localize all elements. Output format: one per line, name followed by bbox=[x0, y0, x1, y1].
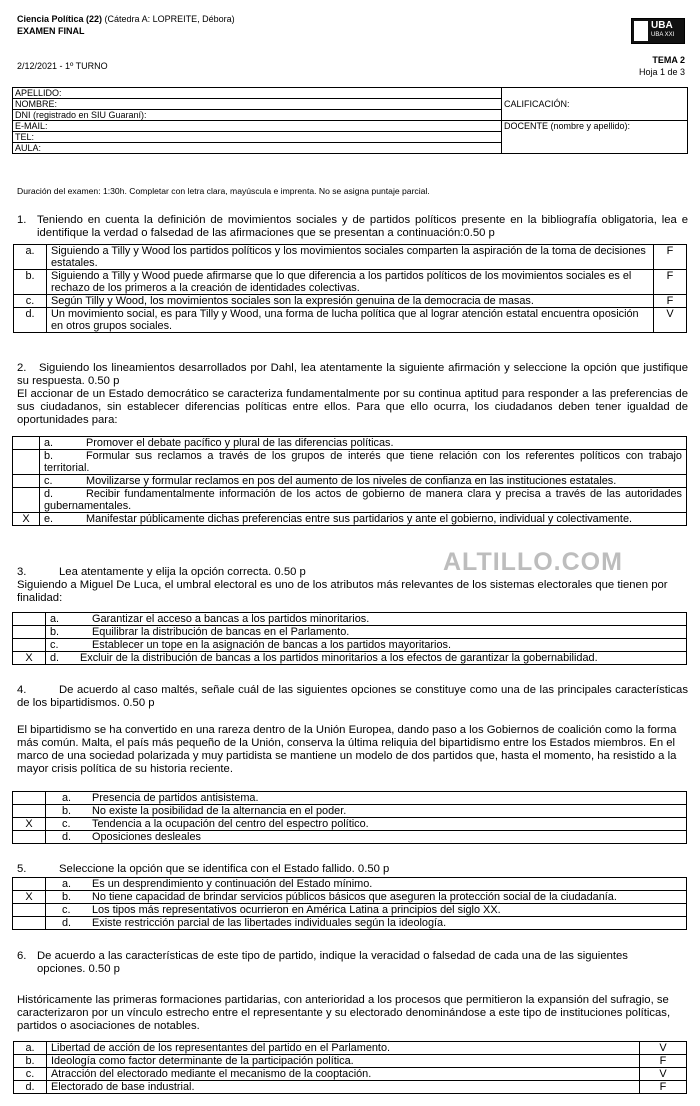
answer-mark[interactable]: X bbox=[13, 891, 46, 904]
option-text: c. Los tipos más representativos ocurrieron en América Latina a principios del siglo XX. bbox=[46, 904, 687, 917]
option-row bbox=[13, 437, 687, 450]
option-text: Ideología como factor determinante de la participación política. bbox=[47, 1055, 640, 1068]
answer-mark[interactable] bbox=[13, 450, 40, 475]
student-info-table bbox=[12, 87, 688, 154]
answer-mark[interactable] bbox=[13, 475, 40, 488]
option-row bbox=[13, 513, 687, 526]
question-4-text: 4. De acuerdo al caso maltés, señale cuál de las siguientes opciones se constituye como una de las principales características de los bipartidismos. 0.50 p bbox=[17, 684, 688, 709]
answer-cell[interactable]: F bbox=[654, 245, 687, 270]
exam-title: EXAMEN FINAL bbox=[17, 26, 85, 36]
question-1-text: 1. Teniendo en cuenta la definición de movimientos sociales y de partidos políticos presente en la bibliografía obligatoria, lea e identifique la verdad o falsedad de las afirmaciones que se presentan a continuación:0.50 p bbox=[17, 214, 688, 239]
answer-mark[interactable]: X bbox=[13, 818, 46, 831]
answer-mark[interactable] bbox=[13, 626, 46, 639]
option-row bbox=[13, 792, 687, 805]
option-row bbox=[13, 917, 687, 930]
question-4-passage: El bipartidismo se ha convertido en una rareza dentro de la Unión Europea, dando paso a los Gobiernos de coalición como la forma más común. Malta, el país más pequeño de la Unión, conserva la última reliquia del bipartidismo entre los Estados miembros. En el marco de una sociedad polarizada y muy partidista se mantiene un modelo de dos partidos que, hasta el momento, ha resistido a la mayor crisis política de su historia reciente. bbox=[17, 724, 677, 775]
logo-small-text: UBA XXI bbox=[651, 32, 675, 38]
option-letter: a. bbox=[14, 1042, 47, 1055]
option-row bbox=[13, 639, 687, 652]
option-letter: b. bbox=[14, 270, 47, 295]
field-dni[interactable]: DNI (registrado en SIU Guaraní): bbox=[13, 110, 502, 121]
option-letter: d. bbox=[14, 1081, 47, 1094]
option-text: e. Manifestar públicamente dichas preferencias entre sus partidarios y ante el gobierno, individual y colectivamente. bbox=[40, 513, 687, 526]
answer-mark[interactable] bbox=[13, 805, 46, 818]
option-row bbox=[13, 878, 687, 891]
option-text: Según Tilly y Wood, los movimientos sociales son la expresión genuina de la democracia de masas. bbox=[47, 295, 654, 308]
option-row bbox=[13, 831, 687, 844]
option-text: Electorado de base industrial. bbox=[47, 1081, 640, 1094]
option-text: d. Excluir de la distribución de bancas a los partidos minoritarios a los efectos de garantizar la gobernabilidad. bbox=[46, 652, 687, 665]
option-text: a. Presencia de partidos antisistema. bbox=[46, 792, 687, 805]
question-2-options bbox=[12, 436, 687, 526]
question-2 bbox=[17, 362, 688, 427]
option-text: b. Equilibrar la distribución de bancas en el Parlamento. bbox=[46, 626, 687, 639]
instructions: Duración del examen: 1:30h. Completar con letra clara, mayúscula e imprenta. No se asigna puntaje parcial. bbox=[17, 186, 430, 196]
option-text: Siguiendo a Tilly y Wood los partidos políticos y los movimientos sociales comparten la aspiración de la toma de decisiones estatales. bbox=[47, 245, 654, 270]
option-row bbox=[13, 805, 687, 818]
field-apellido[interactable]: APELLIDO: bbox=[13, 88, 502, 99]
exam-date: 2/12/2021 - 1º TURNO bbox=[17, 61, 108, 71]
field-email[interactable]: E-MAIL: bbox=[13, 121, 502, 132]
uba-logo bbox=[631, 18, 685, 44]
answer-mark[interactable] bbox=[13, 792, 46, 805]
option-text: Atracción del electorado mediante el mecanismo de la cooptación. bbox=[47, 1068, 640, 1081]
answer-cell[interactable]: V bbox=[640, 1068, 687, 1081]
question-3 bbox=[17, 566, 688, 605]
question-1-options bbox=[13, 244, 687, 333]
answer-mark[interactable] bbox=[13, 917, 46, 930]
question-1 bbox=[17, 214, 688, 240]
option-text: a. Garantizar el acceso a bancas a los partidos minoritarios. bbox=[46, 613, 687, 626]
question-6 bbox=[17, 950, 677, 976]
option-row bbox=[14, 295, 687, 308]
option-row bbox=[13, 652, 687, 665]
question-6-passage-block bbox=[17, 994, 688, 1033]
option-row bbox=[13, 613, 687, 626]
course-chair: (Cátedra A: LOPREITE, Débora) bbox=[104, 14, 235, 24]
question-6-options bbox=[13, 1041, 687, 1094]
answer-mark[interactable] bbox=[13, 878, 46, 891]
answer-mark[interactable] bbox=[13, 613, 46, 626]
option-letter: b. bbox=[14, 1055, 47, 1068]
option-row bbox=[14, 245, 687, 270]
option-text: c. Establecer un tope en la asignación de bancas a los partidos mayoritarios. bbox=[46, 639, 687, 652]
answer-mark[interactable]: X bbox=[13, 652, 46, 665]
question-3-text: 3. Lea atentamente y elija la opción correcta. 0.50 p bbox=[17, 566, 306, 578]
answer-mark[interactable] bbox=[13, 904, 46, 917]
option-row bbox=[13, 626, 687, 639]
question-2-passage: El accionar de un Estado democrático se caracteriza fundamentalmente por su continua aptitud para responder a las preferencias de sus ciudadanos, sin establecer diferencias políticas entre ellos. Para que ello ocurra, los ciudadanos deben tener igualdad de oportunidades para: bbox=[17, 388, 688, 426]
option-row bbox=[14, 270, 687, 295]
answer-cell[interactable]: V bbox=[654, 308, 687, 333]
docente-cell[interactable]: DOCENTE (nombre y apellido): bbox=[502, 121, 688, 154]
answer-cell[interactable]: F bbox=[640, 1081, 687, 1094]
option-row bbox=[13, 475, 687, 488]
option-letter: c. bbox=[14, 295, 47, 308]
option-row bbox=[13, 450, 687, 475]
option-row bbox=[13, 488, 687, 513]
option-row bbox=[14, 1068, 687, 1081]
tema-label: TEMA 2 bbox=[652, 55, 685, 65]
option-text: d. Recibir fundamentalmente información de los actos de gobierno de manera clara y precisa a través de las autoridades gubernamentales. bbox=[40, 488, 687, 513]
option-text: a. Promover el debate pacífico y plural de las diferencias políticas. bbox=[40, 437, 687, 450]
question-3-passage: Siguiendo a Miguel De Luca, el umbral electoral es uno de los atributos más relevantes de los sistemas electorales que tienen por finalidad: bbox=[17, 579, 668, 604]
option-text: a. Es un desprendimiento y continuación del Estado mínimo. bbox=[46, 878, 687, 891]
option-text: b. No existe la posibilidad de la alternancia en el poder. bbox=[46, 805, 687, 818]
page-counter: Hoja 1 de 3 bbox=[638, 67, 685, 77]
option-text: c. Movilizarse y formular reclamos en pos del aumento de los niveles de confianza en las instituciones estatales. bbox=[40, 475, 687, 488]
logo-text: UBA bbox=[651, 20, 673, 31]
answer-mark[interactable]: X bbox=[13, 513, 40, 526]
option-row bbox=[14, 1055, 687, 1068]
field-tel[interactable]: TEL: bbox=[13, 132, 502, 143]
option-text: Siguiendo a Tilly y Wood puede afirmarse que lo que diferencia a los partidos políticos de los movimientos sociales es el rechazo de los primeros a la creación de identidades colectivas. bbox=[47, 270, 654, 295]
option-row bbox=[13, 818, 687, 831]
question-6-passage: Históricamente las primeras formaciones partidarias, con anterioridad a los procesos que permitieron la expansión del sufragio, se caracterizaron por un vínculo estrecho entre el representante y su electorado denominándose a este tipo de instituciones políticas, partidos o asociaciones de notables. bbox=[17, 994, 671, 1032]
option-letter: d. bbox=[14, 308, 47, 333]
option-text: c. Tendencia a la ocupación del centro del espectro político. bbox=[46, 818, 687, 831]
question-4-options bbox=[12, 791, 687, 844]
question-3-options bbox=[12, 612, 687, 665]
option-letter: c. bbox=[14, 1068, 47, 1081]
field-aula[interactable]: AULA: bbox=[13, 143, 502, 154]
question-5-options bbox=[12, 877, 687, 930]
option-row bbox=[14, 1081, 687, 1094]
answer-cell[interactable]: F bbox=[640, 1055, 687, 1068]
question-6-text: 6. De acuerdo a las características de este tipo de partido, indique la veracidad o falsedad de cada una de las siguientes opciones. 0.50 p bbox=[17, 950, 628, 975]
answer-mark[interactable] bbox=[13, 831, 46, 844]
calificacion-cell[interactable]: CALIFICACIÓN: bbox=[502, 88, 688, 121]
question-2-text: 2. Siguiendo los lineamientos desarrollados por Dahl, lea atentamente la siguiente afirmación y seleccione la opción que justifique su respuesta. 0.50 p bbox=[17, 362, 688, 387]
course-line bbox=[17, 14, 235, 24]
course-name: Ciencia Política (22) bbox=[17, 14, 103, 24]
question-5 bbox=[17, 863, 688, 876]
option-row bbox=[14, 1042, 687, 1055]
question-5-text: 5. Seleccione la opción que se identifica con el Estado fallido. 0.50 p bbox=[17, 863, 390, 875]
option-row bbox=[13, 891, 687, 904]
logo-emblem-icon bbox=[634, 21, 648, 41]
answer-mark[interactable] bbox=[13, 639, 46, 652]
option-text: b. No tiene capacidad de brindar servicios públicos básicos que aseguren la protección social de la ciudadanía. bbox=[46, 891, 687, 904]
option-letter: a. bbox=[14, 245, 47, 270]
field-nombre[interactable]: NOMBRE: bbox=[13, 99, 502, 110]
option-text: b. Formular sus reclamos a través de los grupos de interés que tiene relación con los referentes políticos con trabajo territorial. bbox=[40, 450, 687, 475]
option-text: Libertad de acción de los representantes del partido en el Parlamento. bbox=[47, 1042, 640, 1055]
answer-cell[interactable]: V bbox=[640, 1042, 687, 1055]
question-4 bbox=[17, 684, 688, 776]
option-text: d. Oposiciones desleales bbox=[46, 831, 687, 844]
option-text: d. Existe restricción parcial de las libertades individuales según la ideología. bbox=[46, 917, 687, 930]
option-row bbox=[13, 904, 687, 917]
option-text: Un movimiento social, es para Tilly y Wood, una forma de lucha política que al lograr atención estatal encuentra oposición en otros grupos sociales. bbox=[47, 308, 654, 333]
answer-cell[interactable]: F bbox=[654, 295, 687, 308]
answer-mark[interactable] bbox=[13, 488, 40, 513]
answer-mark[interactable] bbox=[13, 437, 40, 450]
watermark: ALTILLO.COM bbox=[443, 548, 623, 576]
option-row bbox=[14, 308, 687, 333]
answer-cell[interactable]: F bbox=[654, 270, 687, 295]
